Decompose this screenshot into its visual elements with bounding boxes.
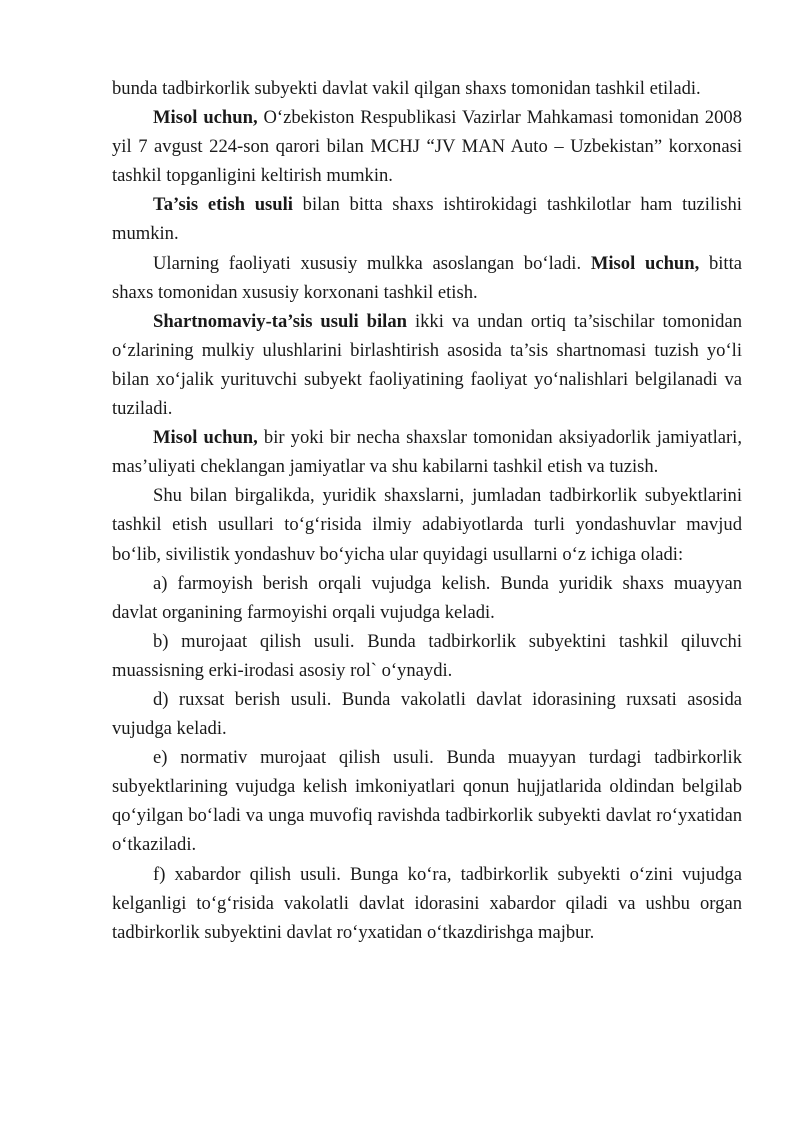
- paragraph-approaches-intro: [112, 481, 742, 568]
- paragraph-example-government-decree: [112, 103, 742, 190]
- paragraph-bold-lead: Misol uchun,: [153, 427, 258, 449]
- paragraph-contractual-founding: [112, 307, 742, 423]
- paragraph-text: ikki va undan ortiq ta’sischilar tomonidan o‘zlarining mulkiy ulushlarini birlashtirish asosida ta’sis shartnomasi tuzish yo‘li bilan xo‘jalik yurituvchi subyekt faoliyatining faoliyat yo‘nalishlari belgilanadi va tuziladi.: [112, 310, 742, 420]
- list-item-text: a) farmoyish berish orqali vujudga kelish. Bunda yuridik shaxs muayyan davlat organining farmoyishi orqali vujudga keladi.: [112, 572, 742, 623]
- list-item-e: [112, 743, 742, 859]
- paragraph-text: bir yoki bir necha shaxslar tomonidan aksiyadorlik jamiyatlari, mas’uliyati cheklangan jamiyatlar va shu kabilarni tashkil etish va tuzish.: [112, 427, 742, 478]
- paragraph-bold-lead: Shartnomaviy-ta’sis usuli bilan: [153, 310, 407, 332]
- paragraph-text: Ularning faoliyati xususiy mulkka asoslangan bo‘ladi.: [153, 252, 591, 274]
- document-page: [112, 74, 742, 947]
- paragraph-bold-lead: Misol uchun,: [153, 107, 258, 129]
- list-item-f: [112, 860, 742, 947]
- paragraph-founding-method: [112, 190, 742, 248]
- paragraph-text: Shu bilan birgalikda, yuridik shaxslarni, jumladan tadbirkorlik subyektlarini tashkil etish usullari to‘g‘risida ilmiy adabiyotlarda turli yondashuvlar mavjud bo‘lib, sivilistik yondashuv bo‘yicha ular quyidagi usullarni o‘z ichiga oladi:: [112, 485, 742, 565]
- list-item-text: b) murojaat qilish usuli. Bunda tadbirkorlik subyektini tashkil qiluvchi muassisning erki-irodasi asosiy rol` o‘ynaydi.: [112, 630, 742, 681]
- list-item-text: f) xabardor qilish usuli. Bunga ko‘ra, tadbirkorlik subyekti o‘zini vujudga kelganligi to‘g‘risida vakolatli davlat idorasini xabardor qiladi va ushbu organ tadbirkorlik subyektini davlat ro‘yxatidan o‘tkazdirishga majbur.: [112, 863, 742, 943]
- paragraph-text: bunda tadbirkorlik subyekti davlat vakil qilgan shaxs tomonidan tashkil etiladi.: [112, 78, 701, 99]
- paragraph-bold-inline: Misol uchun,: [590, 252, 700, 274]
- paragraph-example-joint-stock: [112, 423, 742, 481]
- list-item-b: [112, 627, 742, 685]
- paragraph-text: bilan bitta shaxs ishtirokidagi tashkilotlar ham tuzilishi mumkin.: [112, 194, 742, 245]
- paragraph-bold-lead: Ta’sis etish usuli: [153, 194, 293, 216]
- paragraph-text: O‘zbekiston Respublikasi Vazirlar Mahkamasi tomonidan 2008 yil 7 avgust 224-son qarori bilan MCHJ “JV MAN Auto – Uzbekistan” korxonasi tashkil topganligini keltirish mumkin.: [112, 107, 742, 187]
- paragraph-text: bitta shaxs tomonidan xususiy korxonani tashkil etish.: [112, 252, 743, 303]
- list-item-a: [112, 569, 742, 627]
- list-item-text: e) normativ murojaat qilish usuli. Bunda muayyan turdagi tadbirkorlik subyektlarining vujudga kelish imkoniyatlari qonun hujjatlarida oldindan belgilab qo‘yilgan bo‘ladi va unga muvofiq ravishda tadbirkorlik subyekti davlat ro‘yxatidan o‘tkaziladi.: [112, 747, 742, 856]
- list-item-text: d) ruxsat berish usuli. Bunda vakolatli davlat idorasining ruxsati asosida vujudga keladi.: [112, 688, 742, 740]
- paragraph-private-property: [112, 249, 742, 307]
- paragraph-continuation: [112, 74, 742, 103]
- list-item-d: [112, 685, 742, 743]
